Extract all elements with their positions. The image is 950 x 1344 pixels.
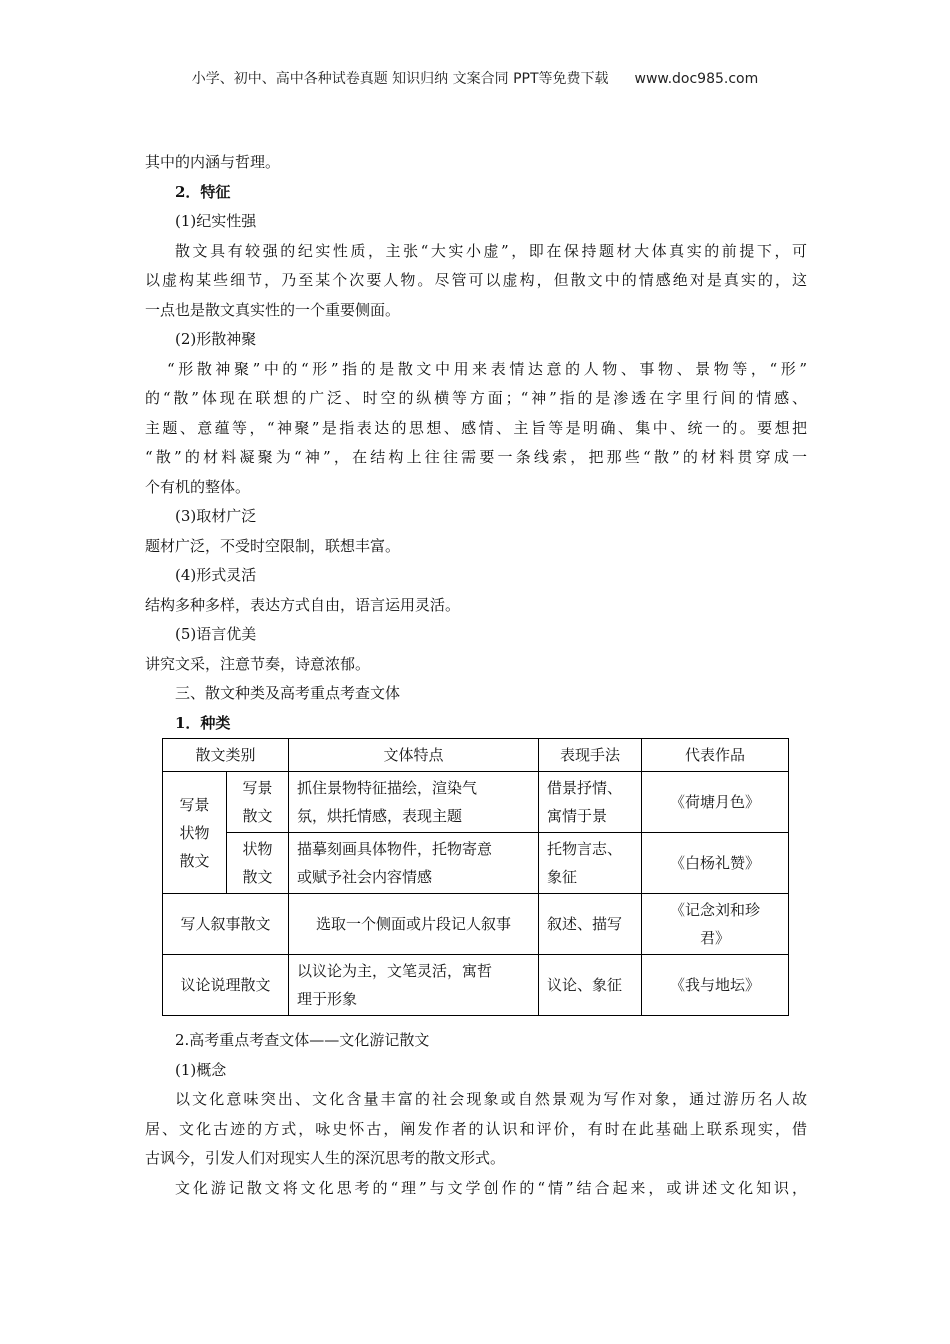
paragraph-line: “散”的材料凝聚为“神”，在结构上往往需要一条线索，把那些“散”的材料贯穿成一	[145, 448, 807, 466]
paragraph-line: 以文化意味突出、文化含量丰富的社会现象或自然景观为写作对象，通过游历名人故	[175, 1090, 807, 1108]
table-row	[163, 894, 789, 955]
cell-line: 状物	[179, 823, 210, 842]
table-cell-feature	[289, 955, 539, 1016]
table-cell-method	[539, 772, 642, 833]
paragraph-line: 主题、意蕴等，“神聚”是指表达的思想、感情、主旨等是明确、集中、统一的。要想把	[145, 418, 807, 437]
section-heading: 1．种类	[175, 713, 231, 732]
cell-line: 散文	[242, 868, 273, 886]
header-text: 小学、初中、高中各种试卷真题 知识归纳 文案合同 PPT等免费下载	[191, 71, 609, 87]
cell-line: 散文	[179, 851, 210, 870]
table-header-cell: 代表作品	[642, 739, 789, 772]
table-row	[163, 955, 789, 1016]
cell-line: 写景	[242, 779, 273, 797]
table-header-cell: 表现手法	[539, 739, 642, 772]
cell-line: 或赋予社会内容情感	[297, 868, 433, 886]
cell-line: 描摹刻画具体物件，托物寄意	[297, 840, 493, 858]
table-cell-subcategory	[227, 833, 289, 894]
table-cell-feature	[289, 772, 539, 833]
table-row	[163, 833, 789, 894]
paragraph-line: 题材广泛，不受时空限制，联想丰富。	[145, 536, 401, 555]
table-header-cell: 文体特点	[289, 739, 539, 772]
cell-line: 氛，烘托情感，表现主题	[297, 807, 463, 825]
paragraph-line: 文化游记散文将文化思考的“理”与文学创作的“情”结合起来，或讲述文化知识，	[175, 1178, 807, 1197]
paragraph-line: “形散神聚”中的“形”指的是散文中用来表情达意的人物、事物、景物等，“形”	[167, 359, 807, 378]
table-cell-method: 议论、象征	[539, 955, 642, 1016]
table-cell-work: 《荷塘月色》	[642, 772, 789, 833]
paragraph-line: 的“散”体现在联想的广泛、时空的纵横等方面；“神”指的是渗透在字里行间的情感、	[145, 389, 807, 407]
paragraph-line: 以虚构某些细节，乃至某个次要人物。尽管可以虚构，但散文中的情感绝对是真实的，这	[145, 271, 807, 289]
section-heading: 2.高考重点考查文体——文化游记散文	[175, 1031, 430, 1049]
subheading: (2)形散神聚	[175, 330, 257, 348]
table-cell-subcategory	[227, 772, 289, 833]
cell-line: 散文	[242, 807, 273, 825]
cell-line: 写景	[179, 795, 210, 814]
cell-line: 理于形象	[297, 990, 358, 1008]
cell-line: 托物言志、	[547, 840, 623, 858]
cell-line: 抓住景物特征描绘，渲染气	[297, 779, 478, 797]
paragraph-line: 散文具有较强的纪实性质，主张“大实小虚”，即在保持题材大体真实的前提下，可	[175, 241, 807, 260]
subheading: (1)纪实性强	[175, 212, 257, 230]
paragraph-line: 个有机的整体。	[145, 477, 251, 496]
paragraph-line: 古讽今，引发人们对现实人生的深沉思考的散文形式。	[145, 1149, 506, 1167]
table-cell-method: 叙述、描写	[539, 894, 642, 955]
paragraph-line: 其中的内涵与哲理。	[145, 153, 281, 171]
table-header-row	[163, 739, 789, 772]
subheading: (4)形式灵活	[175, 566, 257, 584]
section-heading: 三、散文种类及高考重点考查文体	[175, 684, 401, 702]
cell-line: 《记念刘和珍	[670, 901, 761, 919]
page-header	[0, 68, 950, 88]
cell-line: 状物	[242, 840, 273, 858]
document-body	[145, 148, 807, 738]
table-cell-method	[539, 833, 642, 894]
cell-line: 象征	[547, 868, 578, 886]
table-cell-category: 议论说理散文	[163, 955, 289, 1016]
paragraph-line: 讲究文采，注意节奏，诗意浓郁。	[145, 654, 371, 673]
table-header-cell: 散文类别	[163, 739, 289, 772]
table-cell-work	[642, 894, 789, 955]
table-row	[163, 772, 789, 833]
table-cell-work: 《白杨礼赞》	[642, 833, 789, 894]
table-cell-feature: 选取一个侧面或片段记人叙事	[289, 894, 539, 955]
subheading: (3)取材广泛	[175, 507, 257, 525]
cell-line: 君》	[700, 929, 731, 947]
document-body-lower	[145, 1026, 807, 1203]
table-cell-work: 《我与地坛》	[642, 955, 789, 1016]
cell-line: 以议论为主，文笔灵活，寓哲	[297, 962, 493, 980]
paragraph-line: 结构多种多样，表达方式自由，语言运用灵活。	[145, 595, 461, 614]
table-cell-feature	[289, 833, 539, 894]
paragraph-line: 居、文化古迹的方式，咏史怀古，阐发作者的认识和评价，有时在此基础上联系现实，借	[145, 1119, 807, 1138]
header-url[interactable]: www.doc985.com	[634, 71, 759, 87]
table-cell-category: 写人叙事散文	[163, 894, 289, 955]
paragraph-line: 一点也是散文真实性的一个重要侧面。	[145, 300, 401, 319]
subheading: (1)概念	[175, 1060, 227, 1079]
cell-line: 借景抒情、	[547, 779, 623, 797]
section-heading: 2．特征	[175, 182, 231, 201]
essay-types-table	[162, 738, 789, 1016]
subheading: (5)语言优美	[175, 625, 257, 643]
table-cell-category	[163, 772, 227, 894]
cell-line: 寓情于景	[547, 807, 608, 825]
